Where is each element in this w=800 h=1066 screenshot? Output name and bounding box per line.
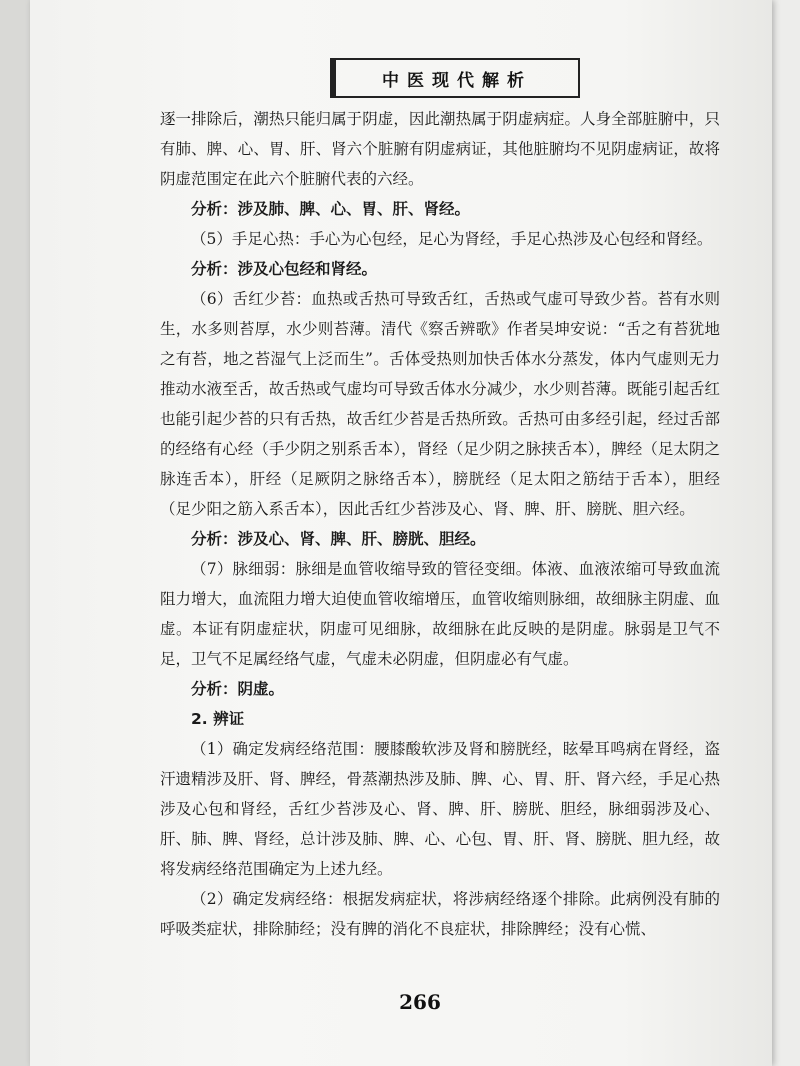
- running-header: [330, 58, 580, 98]
- analysis-line: 分析：涉及心包经和肾经。: [191, 260, 378, 278]
- paragraph-continuation: 逐一排除后，潮热只能归属于阴虚，因此潮热属于阴虚病症。人身全部脏腑中，只有肺、脾、心、胃、肝、肾六个脏腑有阴虚病证，其他脏腑均不见阴虚病证，故将阴虚范围定在此六个脏腑代表的六经。: [160, 110, 720, 188]
- analysis-line: 分析：涉及肺、脾、心、胃、肝、肾经。: [191, 200, 471, 218]
- page-body: [160, 104, 720, 944]
- analysis-line: 分析：阴虚。: [191, 680, 285, 698]
- paragraph-item-6: （6）舌红少苔：血热或舌热可导致舌红，舌热或气虚可导致少苔。苔有水则生，水多则苔厚，水少则苔薄。清代《察舌辨歌》作者吴坤安说：“舌之有苔犹地之有苔，地之苔湿气上泛而生”。舌体受热则加快舌体水分蒸发，体内气虚则无力推动水液至舌，故舌热或气虚均可导致舌体水分减少，水少则苔薄。既能引起舌红也能引起少苔的只有舌热，故舌红少苔是舌热所致。舌热可由多经引起，经过舌部的经络有心经（手少阴之别系舌本），肾经（足少阴之脉挟舌本），脾经（足太阴之脉连舌本），肝经（足厥阴之脉络舌本），膀胱经（足太阳之筋结于舌本），胆经（足少阳之筋入系舌本），因此舌红少苔涉及心、肾、脾、肝、膀胱、胆六经。: [160, 290, 720, 518]
- paragraph-item-5: （5）手足心热：手心为心包经，足心为肾经，手足心热涉及心包经和肾经。: [191, 230, 713, 248]
- analysis-line: 分析：涉及心、肾、脾、肝、膀胱、胆经。: [191, 530, 486, 548]
- adjacent-page-edge: [772, 0, 800, 1066]
- section-heading: 2. 辨证: [191, 710, 245, 728]
- page-number: 266: [399, 990, 441, 1014]
- paragraph-differentiation-2: （2）确定发病经络：根据发病症状，将涉病经络逐个排除。此病例没有肺的呼吸类症状，排除肺经；没有脾的消化不良症状，排除脾经；没有心慌、: [160, 890, 720, 938]
- header-title: 中医现代解析: [382, 70, 532, 91]
- paragraph-differentiation-1: （1）确定发病经络范围：腰膝酸软涉及肾和膀胱经，眩晕耳鸣病在肾经，盗汗遗精涉及肝、肾、脾经，骨蒸潮热涉及肺、脾、心、胃、肝、肾六经，手足心热涉及心包和肾经，舌红少苔涉及心、肾、脾、肝、膀胱、胆经，脉细弱涉及心、肝、肺、脾、肾经，总计涉及肺、脾、心、心包、胃、肝、肾、膀胱、胆九经，故将发病经络范围确定为上述九经。: [160, 740, 720, 878]
- paragraph-item-7: （7）脉细弱：脉细是血管收缩导致的管径变细。体液、血液浓缩可导致血流阻力增大，血流阻力增大迫使血管收缩增压，血管收缩则脉细，故细脉主阴虚、血虚。本证有阴虚症状，阴虚可见细脉，故细脉在此反映的是阴虚。脉弱是卫气不足，卫气不足属经络气虚，气虚未必阴虚，但阴虚必有气虚。: [160, 560, 720, 668]
